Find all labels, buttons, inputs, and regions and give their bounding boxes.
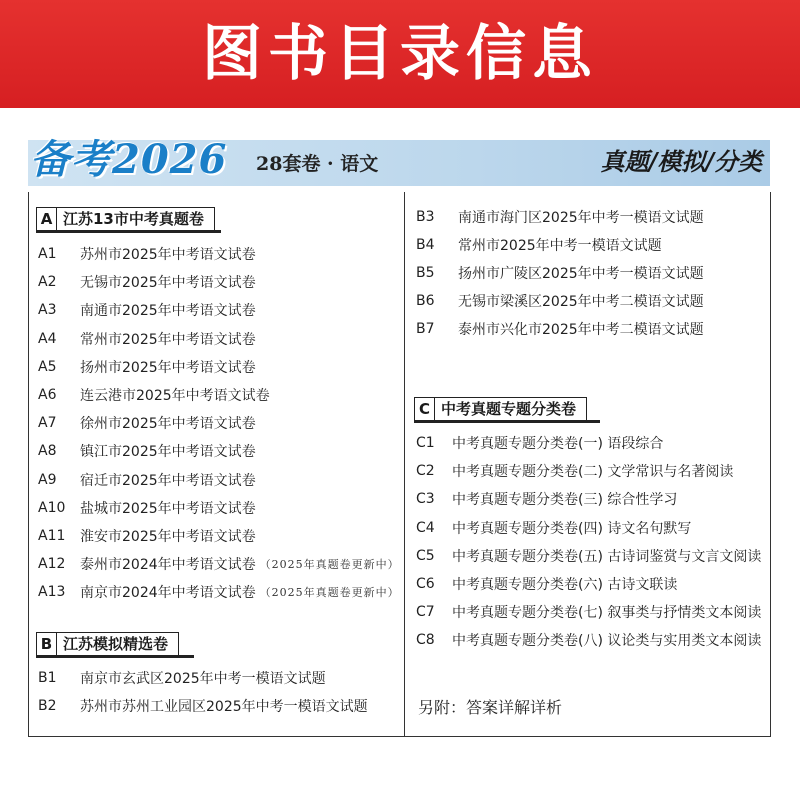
item-title: 中考真题专题分类卷(四) 诗文名句默写 bbox=[452, 520, 692, 537]
item-code: C2 bbox=[416, 463, 435, 480]
list-item bbox=[38, 299, 256, 321]
brand-logo: 备考2026 bbox=[30, 136, 228, 183]
item-title: 中考真题专题分类卷(二) 文学常识与名著阅读 bbox=[452, 464, 734, 481]
item-code: B2 bbox=[38, 698, 57, 714]
item-title: 中考真题专题分类卷(六) 古诗文联读 bbox=[452, 577, 678, 593]
item-code: C5 bbox=[416, 547, 435, 564]
item-title: 中考真题专题分类卷(八) 议论类与实用类文本阅读 bbox=[452, 633, 762, 650]
item-title: 南京市2024年中考语文试卷 bbox=[80, 585, 256, 602]
item-title: 扬州市广陵区2025年中考一模语文试题 bbox=[458, 266, 704, 282]
appendix-note: 另附：答案详解详析 bbox=[418, 698, 563, 717]
list-item bbox=[416, 545, 761, 567]
section-underline bbox=[414, 420, 600, 423]
list-item bbox=[416, 573, 677, 595]
item-title: 徐州市2025年中考语文试卷 bbox=[80, 416, 256, 433]
item-title: 中考真题专题分类卷(三) 综合性学习 bbox=[452, 492, 678, 509]
item-code: A11 bbox=[38, 528, 66, 544]
item-code: A2 bbox=[38, 274, 57, 291]
item-code: C6 bbox=[416, 576, 435, 592]
item-note: （2025年真题卷更新中） bbox=[259, 586, 400, 600]
list-item bbox=[416, 234, 662, 256]
item-title: 盐城市2025年中考语文试卷 bbox=[80, 500, 256, 517]
item-title: 中考真题专题分类卷(七) 叙事类与抒情类文本阅读 bbox=[452, 605, 762, 622]
list-item bbox=[38, 667, 326, 689]
item-code: C4 bbox=[416, 519, 435, 536]
item-code: A4 bbox=[38, 330, 57, 347]
item-title: 无锡市梁溪区2025年中考二模语文试题 bbox=[458, 294, 704, 310]
item-title: 泰州市兴化市2025年中考二模语文试题 bbox=[458, 322, 704, 338]
item-code: B6 bbox=[416, 293, 435, 309]
list-item bbox=[38, 525, 256, 547]
item-title: 南通市2025年中考语文试卷 bbox=[80, 303, 256, 320]
list-item bbox=[416, 262, 704, 284]
frame-right-line bbox=[770, 192, 771, 737]
list-item bbox=[416, 517, 691, 539]
list-item bbox=[416, 318, 704, 340]
item-code: B3 bbox=[416, 209, 435, 225]
section-letter: A bbox=[37, 208, 57, 230]
item-title: 南通市海门区2025年中考一模语文试题 bbox=[458, 210, 704, 226]
section-letter: B bbox=[37, 633, 57, 655]
item-code: B5 bbox=[416, 265, 435, 281]
list-item bbox=[416, 290, 704, 312]
item-note: （2025年真题卷更新中） bbox=[259, 558, 400, 572]
section-title: 中考真题专题分类卷 bbox=[441, 400, 577, 418]
item-code: B4 bbox=[416, 237, 435, 253]
item-code: A12 bbox=[38, 556, 66, 573]
list-item bbox=[38, 581, 400, 603]
item-title: 常州市2025年中考语文试卷 bbox=[80, 331, 256, 348]
item-code: A1 bbox=[38, 246, 57, 262]
list-item bbox=[38, 271, 256, 293]
section-letter: C bbox=[415, 398, 435, 420]
suite-label: 28套卷 · 语文 bbox=[256, 153, 379, 175]
list-item bbox=[416, 432, 663, 454]
item-title: 中考真题专题分类卷(五) 古诗词鉴赏与文言文阅读 bbox=[452, 548, 762, 565]
list-item bbox=[416, 488, 677, 510]
item-title: 淮安市2025年中考语文试卷 bbox=[80, 529, 256, 545]
list-item bbox=[416, 629, 761, 651]
section-a-header bbox=[36, 207, 215, 231]
item-code: B7 bbox=[416, 321, 435, 337]
tagline: 真题/模拟/分类 bbox=[600, 147, 762, 176]
list-item bbox=[38, 553, 400, 575]
item-code: A7 bbox=[38, 415, 57, 432]
section-c-header bbox=[414, 397, 587, 421]
item-title: 无锡市2025年中考语文试卷 bbox=[80, 275, 256, 292]
section-b-header bbox=[36, 632, 179, 656]
list-item bbox=[38, 412, 256, 434]
item-title: 镇江市2025年中考语文试卷 bbox=[80, 444, 256, 461]
list-item bbox=[38, 384, 270, 406]
item-code: A8 bbox=[38, 443, 57, 460]
list-item bbox=[38, 695, 368, 717]
frame-divider bbox=[404, 192, 405, 737]
item-code: B1 bbox=[38, 670, 57, 686]
item-code: C7 bbox=[416, 604, 435, 621]
item-title: 泰州市2024年中考语文试卷 bbox=[80, 557, 256, 574]
item-title: 连云港市2025年中考语文试卷 bbox=[80, 388, 270, 404]
list-item bbox=[416, 601, 761, 623]
item-code: A10 bbox=[38, 499, 66, 516]
list-item bbox=[38, 497, 256, 519]
section-underline bbox=[36, 230, 221, 233]
section-title: 江苏模拟精选卷 bbox=[63, 635, 169, 653]
list-item bbox=[416, 460, 733, 482]
list-item bbox=[38, 243, 256, 265]
item-code: A9 bbox=[38, 471, 57, 488]
title-banner bbox=[0, 0, 800, 108]
section-title: 江苏13市中考真题卷 bbox=[63, 210, 204, 228]
item-code: C3 bbox=[416, 491, 435, 508]
list-item bbox=[38, 356, 256, 378]
item-code: C8 bbox=[416, 632, 435, 649]
section-underline bbox=[36, 655, 194, 658]
item-code: A3 bbox=[38, 302, 57, 319]
item-code: A6 bbox=[38, 387, 57, 403]
item-code: A5 bbox=[38, 358, 57, 375]
item-title: 宿迁市2025年中考语文试卷 bbox=[80, 472, 256, 489]
item-code: A13 bbox=[38, 584, 66, 601]
frame-bottom-line bbox=[28, 736, 771, 737]
list-item bbox=[38, 469, 256, 491]
list-item bbox=[38, 440, 256, 462]
list-item bbox=[38, 328, 256, 350]
banner-title: 图书目录信息 bbox=[202, 19, 598, 89]
list-item bbox=[416, 206, 704, 228]
item-title: 常州市2025年中考一模语文试题 bbox=[458, 238, 662, 254]
frame-left-line bbox=[28, 192, 29, 737]
item-title: 苏州市苏州工业园区2025年中考一模语文试题 bbox=[80, 699, 368, 715]
item-title: 南京市玄武区2025年中考一模语文试题 bbox=[80, 671, 326, 687]
item-title: 扬州市2025年中考语文试卷 bbox=[80, 359, 256, 376]
item-code: C1 bbox=[416, 435, 435, 451]
item-title: 中考真题专题分类卷(一) 语段综合 bbox=[452, 436, 664, 452]
item-title: 苏州市2025年中考语文试卷 bbox=[80, 247, 256, 263]
